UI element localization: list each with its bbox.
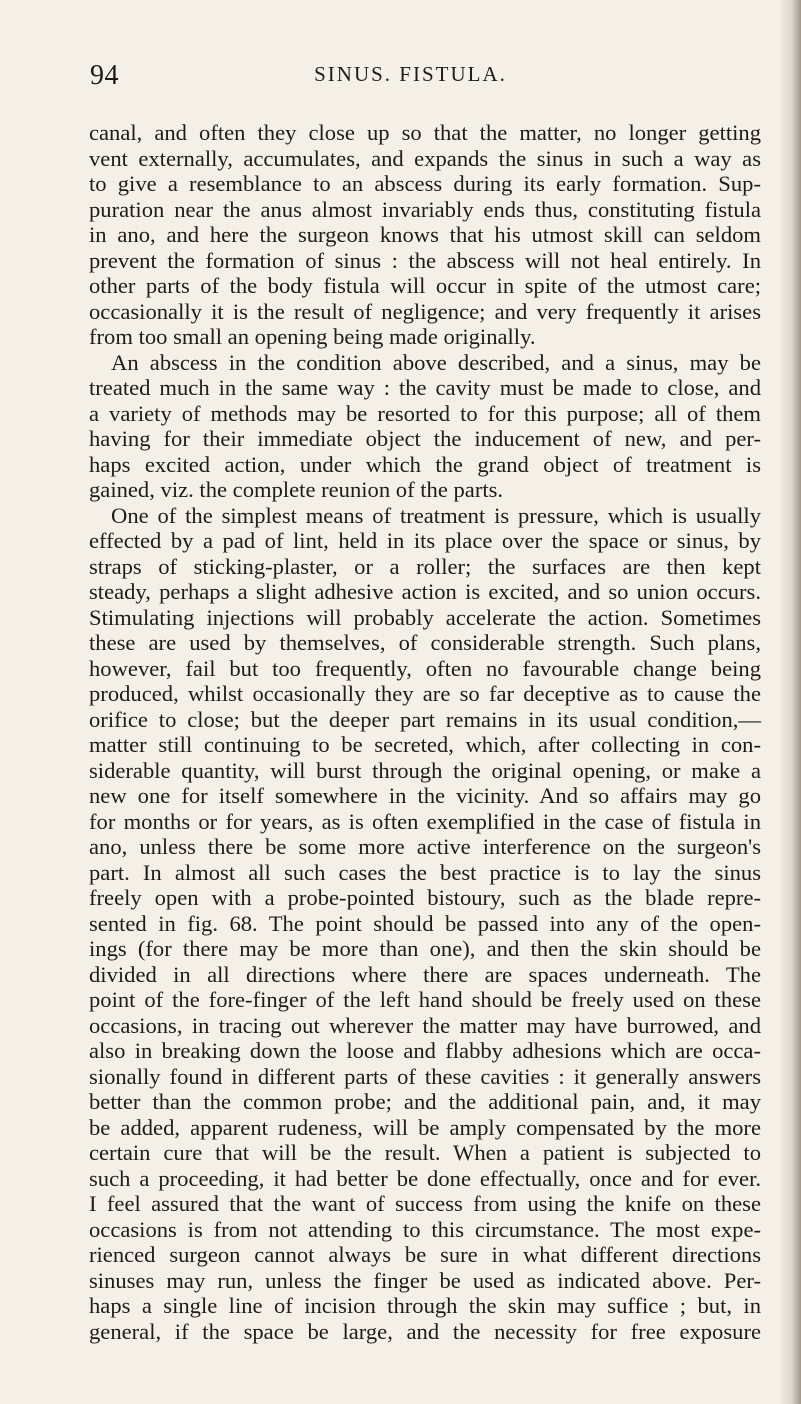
text-line: for months or for years, as is often exemplified in the case of fistula in (89, 808, 761, 834)
text-line: produced, whilst occasionally they are so far deceptive as to cause the (89, 681, 761, 706)
text-line: to give a resemblance to an abscess during its early formation. Sup- (89, 171, 761, 196)
text-line: effected by a pad of lint, held in its place over the space or sinus, by (89, 528, 761, 553)
text-line: steady, perhaps a slight adhesive action is excited, and so union occurs. (89, 579, 761, 604)
text-line: rienced surgeon cannot always be sure in what different directions (89, 1242, 761, 1267)
body-text (89, 120, 761, 1344)
text-line: such a proceeding, it had better be done effectually, once and for ever. (89, 1165, 761, 1191)
text-line: matter still continuing to be secreted, which, after collecting in con- (89, 732, 761, 757)
text-line: haps excited action, under which the grand object of treatment is (89, 451, 761, 477)
text-line: be added, apparent rudeness, will be amply compensated by the more (89, 1114, 761, 1140)
text-line: ano, unless there be some more active interference on the surgeon's (89, 834, 761, 859)
text-line: puration near the anus almost invariably ends thus, constituting fistula (89, 196, 761, 222)
text-line: other parts of the body fistula will occur in spite of the utmost care; (89, 273, 761, 298)
text-line: straps of sticking-plaster, or a roller; the surfaces are then kept (89, 553, 761, 579)
text-line: ings (for there may be more than one), and then the skin should be (89, 936, 761, 961)
text-line: freely open with a probe-pointed bistoury, such as the blade repre- (89, 885, 761, 910)
text-line: general, if the space be large, and the necessity for free exposure (89, 1318, 761, 1344)
page-number: 94 (90, 60, 119, 91)
text-line: orifice to close; but the deeper part remains in its usual condition,— (89, 706, 761, 732)
text-line: point of the fore-finger of the left hand should be freely used on these (89, 987, 761, 1012)
text-line: divided in all directions where there are spaces underneath. The (89, 961, 761, 987)
text-line: better than the common probe; and the additional pain, and, it may (89, 1089, 761, 1114)
text-line: certain cure that will be the result. When a patient is subjected to (89, 1140, 761, 1165)
running-head: SINUS. FISTULA. (314, 62, 507, 86)
page-edge-shadow (779, 0, 801, 1404)
paragraph-start-line: One of the simplest means of treatment is pressure, which is usually (111, 502, 761, 528)
text-line: also in breaking down the loose and flabby adhesions which are occa- (89, 1038, 761, 1063)
text-line: in ano, and here the surgeon knows that his utmost skill can seldom (89, 222, 761, 247)
text-line: haps a single line of incision through the skin may suffice ; but, in (89, 1293, 761, 1318)
paragraph-start-line: An abscess in the condition above described, and a sinus, may be (111, 349, 761, 375)
text-line: treated much in the same way : the cavity must be made to close, and (89, 375, 761, 400)
text-line: however, fail but too frequently, often no favourable change being (89, 655, 761, 681)
text-line: occasions is from not attending to this circumstance. The most expe- (89, 1216, 761, 1242)
paragraph-end-line: from too small an opening being made originally. (89, 324, 536, 349)
text-line: part. In almost all such cases the best practice is to lay the sinus (89, 859, 761, 885)
text-line: new one for itself somewhere in the vicinity. And so affairs may go (89, 783, 761, 808)
text-line: occasionally it is the result of negligence; and very frequently it arises (89, 298, 761, 324)
text-line: occasions, in tracing out wherever the matter may have burrowed, and (89, 1012, 761, 1038)
text-line: a variety of methods may be resorted to for this purpose; all of them (89, 400, 761, 426)
text-line: sented in fig. 68. The point should be passed into any of the open- (89, 910, 761, 936)
paragraph-end-line: gained, viz. the complete reunion of the parts. (89, 477, 504, 502)
text-line: prevent the formation of sinus : the abscess will not heal entirely. In (89, 247, 761, 273)
text-line: sionally found in different parts of these cavities : it generally answers (89, 1063, 761, 1089)
text-line: siderable quantity, will burst through the original opening, or make a (89, 757, 761, 783)
text-line: having for their immediate object the inducement of new, and per- (89, 426, 761, 451)
text-line: canal, and often they close up so that the matter, no longer getting (89, 120, 761, 145)
text-line: I feel assured that the want of success from using the knife on these (89, 1191, 761, 1216)
text-line: sinuses may run, unless the finger be used as indicated above. Per- (89, 1267, 761, 1293)
text-line: vent externally, accumulates, and expands the sinus in such a way as (89, 145, 761, 171)
text-line: these are used by themselves, of considerable strength. Such plans, (89, 630, 761, 655)
text-line: Stimulating injections will probably accelerate the action. Sometimes (89, 604, 761, 630)
